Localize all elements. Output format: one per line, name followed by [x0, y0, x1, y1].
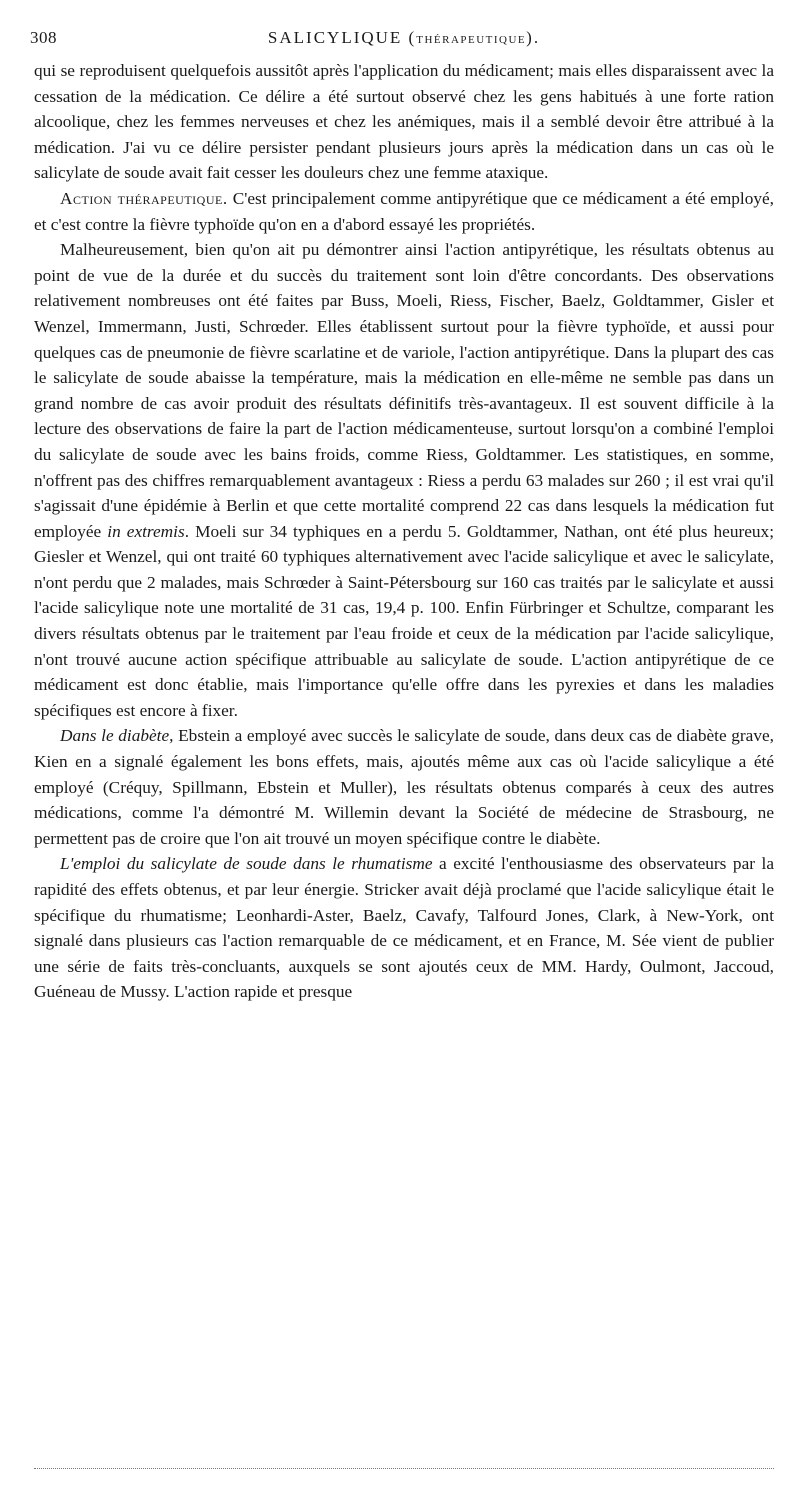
- running-title: [34, 28, 774, 48]
- italic-lead: L'emploi du salicylate de soude dans le rhumatisme: [60, 854, 433, 874]
- paragraph-diabetes: [34, 723, 774, 851]
- paragraph-continuation: [34, 58, 774, 186]
- italic-phrase: in extremis: [107, 521, 185, 541]
- page-header: [30, 28, 774, 58]
- page-number: 308: [30, 28, 57, 47]
- footer-rule: [34, 1468, 774, 1469]
- running-title-subject: THÉRAPEUTIQUE: [416, 34, 527, 46]
- paragraph-text: C'est principalement comme antipyrétique que ce médicament a été employé, et c'est contre la fièvre typhoïde qu'on en a d'abord essayé les propriétés.: [34, 188, 775, 234]
- section-lead: Action thérapeutique.: [60, 188, 228, 208]
- paragraph-text: qui se reproduisent quelquefois aussitôt après l'application du médicament; mais elles disparaissent avec la cessation de la médication. Ce délire a été surtout observé chez les gens habitués à une forte ration alcoolique, chez les femmes nerveuses et chez les anémiques, mais il a semblé devoir être attribué à la médication. J'ai vu ce délire persister pendant plusieurs jours après la médication dans un cas où le salicylate de soude avait fait cesser les douleurs chez une femme ataxique.: [34, 61, 774, 183]
- paragraph-rheumatism: [34, 851, 774, 1005]
- paragraph-text: , Ebstein a employé avec succès le salicylate de soude, dans deux cas de diabète grave, Kien en a signalé également les bons effets, mais, ajoutés même aux cas où l'acide salicylique a été employé (Créquy, Spillmann, Ebstein et Muller), les résultats obtenus comparés à ceux des autres médications, comme l'a démontré M. Willemin devant la Société de médecine de Strasbourg, ne permettent pas de croire que l'on ait trouvé un moyen spécifique contre le diabète.: [34, 726, 774, 848]
- running-title-end: ).: [526, 28, 541, 47]
- paragraph-text: a excité l'enthousiasme des observateurs par la rapidité des effets obtenus, et par leur énergie. Stricker avait déjà proclamé que l'acide salicylique était le spécifique du rhumatisme; Leonhardi-Aster, Baelz, Cavafy, Talfourd Jones, Clark, à New-York, ont signalé dans plusieurs cas l'action remarquable de ce médicament, et en France, M. Sée vient de publier une série de faits très-concluants, auxquels se sont ajoutés ceux de MM. Hardy, Oulmont, Jaccoud, Guéneau de Mussy. L'action rapide et presque: [34, 854, 774, 1002]
- italic-lead: Dans le diabète: [60, 726, 170, 746]
- paragraph-therapeutic-action: [34, 186, 774, 237]
- body-text: [34, 58, 774, 1005]
- document-page: [30, 28, 775, 1005]
- paragraph-text-continued: . Moeli sur 34 typhiques en a perdu 5. Goldtammer, Nathan, ont été plus heureux; Giesler et Wenzel, qui ont traité 60 typhiques alternativement avec l'acide salicylique et avec le salicylate, n'ont perdu que 2 malades, mais Schrœder à Saint-Pétersbourg sur 160 cas traités par le salicylate et aussi l'acide salicylique note une mortalité de 31 cas, 19,4 p. 100. Enfin Fürbringer et Schultze, comparant les divers résultats obtenus par le traitement par l'eau froide et ceux de la médication par l'acide salicylique, n'ont trouvé aucune action spécifique attribuable au salicylate de soude. L'action antipyrétique de ce médicament est donc établie, mais l'importance qu'elle offre dans les pyrexies et dans les maladies spécifiques est encore à fixer.: [34, 521, 775, 720]
- paragraph-typhoid-results: [34, 237, 774, 723]
- paragraph-text: Malheureusement, bien qu'on ait pu démontrer ainsi l'action antipyrétique, les résultats obtenus au point de vue de la durée et du succès du traitement sont loin d'être concordants. Des observations relativement nombreuses ont été faites par Buss, Moeli, Riess, Fischer, Baelz, Goldtammer, Gisler et Wenzel, Immermann, Justi, Schrœder. Elles établissent surtout pour la fièvre typhoïde, et aussi pour quelques cas de pneumonie de fièvre scarlatine et de variole, l'action antipyrétique. Dans la plupart des cas le salicylate de soude abaisse la température, mais la médication en elle-même ne semble pas dans un grand nombre de cas avoir produit des résultats définitifs très-avantageux. Il est souvent difficile à la lecture des observations de faire la part de l'action médicamenteuse, surtout lorsqu'on a combiné l'emploi du salicylate de soude avec les bains froids, comme Riess, Goldtammer. Les statistiques, en somme, n'offrent pas des chiffres remarquablement avantageux : Riess a perdu 63 malades sur 260 ; il est vrai qu'il s'agissait d'une épidémie à Berlin et que cette mortalité comprend 22 cas dans lesquels la médication fut employée: [34, 240, 774, 541]
- running-title-main: SALICYLIQUE (: [267, 28, 417, 47]
